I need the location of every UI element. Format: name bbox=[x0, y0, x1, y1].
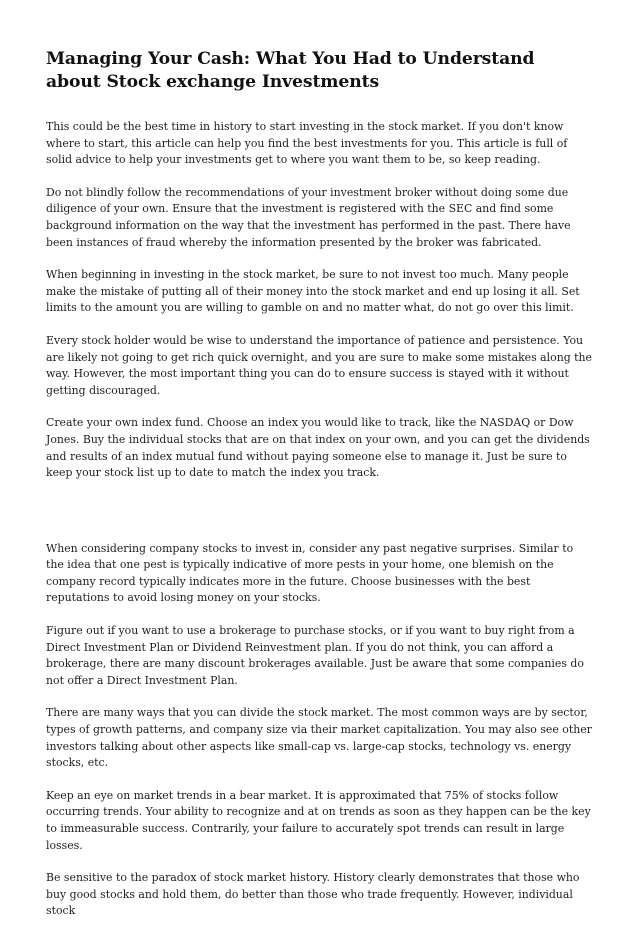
paragraph-patience: Every stock holder would be wise to understand the importance of patience and persistence. You are likely not going to get rich quick overnight, and you are sure to make some mistakes along the way. However, the most important thing you can do to ensure success is stayed with it without getting discouraged. bbox=[46, 333, 592, 397]
paragraph-divide-market: There are many ways that you can divide the stock market. The most common ways are by sector, types of growth patterns, and company size via their market capitalization. You may also see other investors talking about other aspects like small-cap vs. large-cap stocks, technology vs. energy stocks, etc. bbox=[46, 706, 592, 770]
paragraph-index-fund: Create your own index fund. Choose an index you would like to track, like the NASDAQ or Dow Jones. Buy the individual stocks that are on that index on your own, and you can get the dividends and results of an index mutual fund without paying someone else to manage it. Just be sure to keep your stock list up to date to match the index you track. bbox=[46, 416, 590, 480]
paragraph-intro: This could be the best time in history to start investing in the stock market. If you don't know where to start, this article can help you find the best investments for you. This article is full of solid advice to help your investments get to where you want them to be, so keep reading. bbox=[46, 120, 568, 167]
document-title: Managing Your Cash: What You Had to Understand about Stock exchange Investments bbox=[46, 49, 535, 92]
paragraph-due-diligence: Do not blindly follow the recommendations of your investment broker without doing some due diligence of your own. Ensure that the investment is registered with the SEC and find some background information on the way that the investment has performed in the past. There have been instances of fraud whereby the information presented by the broker was fabricated. bbox=[46, 185, 571, 249]
paragraph-invest-limits: When beginning in investing in the stock market, be sure to not invest too much. Many people make the mistake of putting all of their money into the stock market and end up losing it all. Set limits to the amount you are willing to gamble on and no matter what, do not go over this limit. bbox=[46, 268, 580, 315]
paragraph-negative-surprises: When considering company stocks to invest in, consider any past negative surprises. Similar to the idea that one pest is typically indicative of more pests in your home, one blemish on the company record typically indicates more in the future. Choose businesses with the best reputations to avoid losing money on your stocks. bbox=[46, 541, 574, 605]
paragraph-brokerage: Figure out if you want to use a brokerage to purchase stocks, or if you want to buy right from a Direct Investment Plan or Dividend Reinvestment plan. If you do not think, you can afford a brokerage, there are many discount brokerages available. Just be aware that some companies do not offer a Direct Investment Plan. bbox=[46, 624, 584, 687]
document-page bbox=[46, 48, 594, 936]
paragraph-paradox: Be sensitive to the paradox of stock market history. History clearly demonstrates that those who buy good stocks and hold them, do better than those who trade frequently. However, individual stock bbox=[46, 871, 580, 918]
paragraph-bear-market: Keep an eye on market trends in a bear market. It is approximated that 75% of stocks follow occurring trends. Your ability to recognize and at on trends as soon as they happen can be the key to immeasurable success. Contrarily, your failure to accurately spot trends can result in large losses. bbox=[46, 788, 591, 852]
